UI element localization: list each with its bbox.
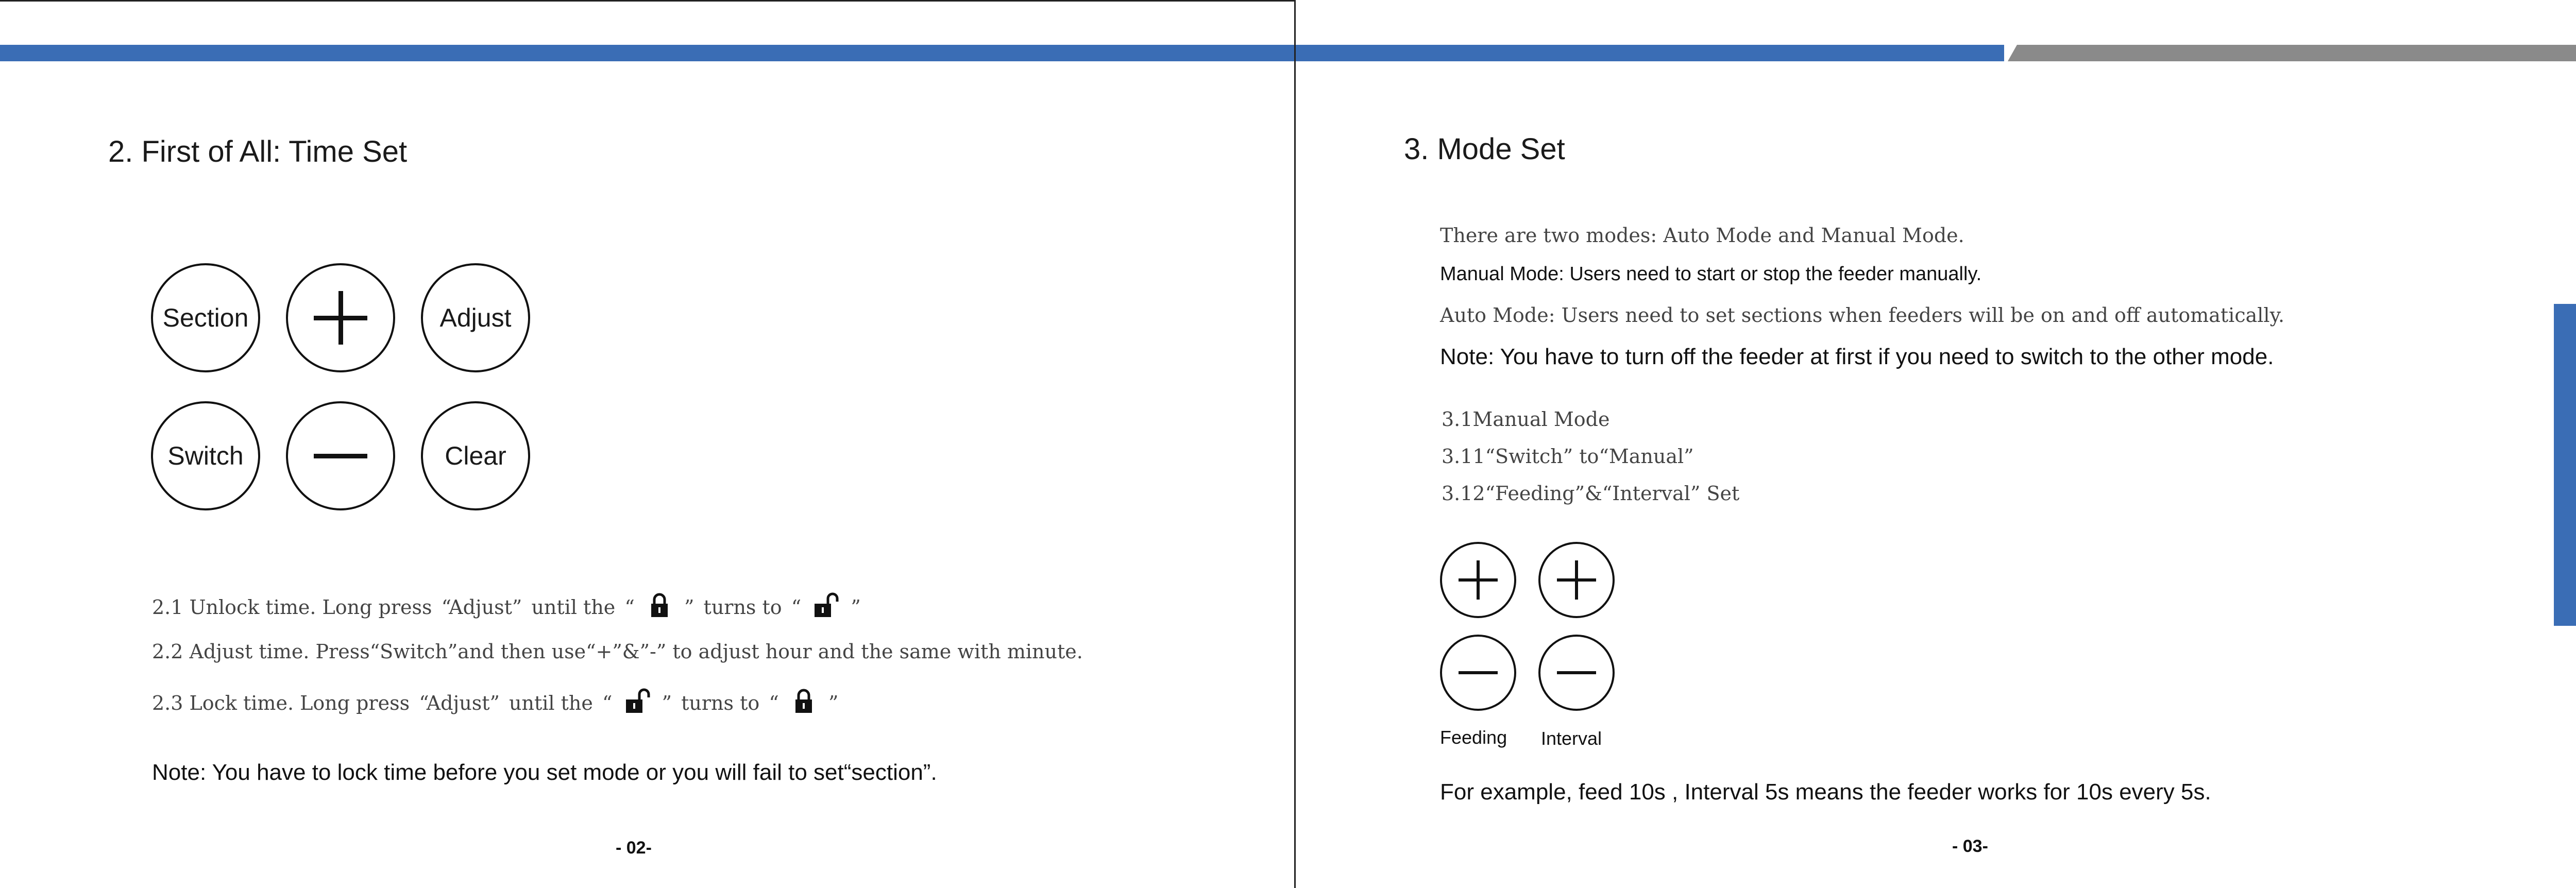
lock-closed-icon	[644, 592, 675, 618]
modes-intro: There are two modes: Auto Mode and Manual Mode.	[1440, 224, 1964, 247]
switch-mode-note: Note: You have to turn off the feeder at first if you need to switch to the other mode.	[1440, 344, 2274, 369]
adjust-button-label: Adjust	[439, 303, 512, 332]
step-lock-text: 2.3 Lock time. Long press	[152, 692, 410, 714]
feeding-plus-button	[1440, 542, 1516, 618]
minus-icon	[1459, 653, 1498, 692]
feeding-interval-step: 3.12“Feeding”&“Interval” Set	[1442, 482, 1740, 505]
plus-icon	[1557, 560, 1596, 600]
close-quote: ”	[851, 596, 861, 619]
lock-note: Note: You have to lock time before you set mode or you will fail to set“section”.	[152, 760, 937, 785]
section-button-label: Section	[162, 303, 249, 332]
lock-closed-icon	[788, 688, 819, 714]
open-quote: “	[624, 596, 635, 619]
switch-to-manual-step: 3.11“Switch” to“Manual”	[1442, 445, 1694, 468]
lock-open-icon	[810, 592, 841, 618]
plus-icon	[314, 291, 367, 345]
section-button	[151, 263, 260, 372]
close-quote: ”	[684, 596, 694, 619]
interval-plus-button	[1538, 542, 1615, 618]
manual-mode-subheading: 3.1Manual Mode	[1442, 408, 1610, 431]
clear-button	[421, 401, 530, 510]
feeding-caption: Feeding	[1440, 727, 1507, 748]
close-quote: ”	[828, 692, 839, 714]
step-unlock-text: 2.1 Unlock time. Long press	[152, 596, 432, 619]
step-lock-turns: turns to	[681, 692, 760, 714]
switch-button	[151, 401, 260, 510]
page-number: - 02-	[616, 838, 652, 858]
auto-mode-desc: Auto Mode: Users need to set sections when feeders will be on and off automatically.	[1440, 304, 2285, 327]
section-heading: 2. First of All: Time Set	[108, 135, 408, 168]
example-note: For example, feed 10s , Interval 5s means the feeder works for 10s every 5s.	[1440, 779, 2211, 805]
switch-button-label: Switch	[167, 441, 244, 470]
manual-mode-desc: Manual Mode: Users need to start or stop the feeder manually.	[1440, 263, 1982, 285]
interval-caption: Interval	[1541, 728, 1602, 749]
page-right	[1296, 0, 2576, 888]
open-quote: “	[602, 692, 613, 714]
section-heading: 3. Mode Set	[1404, 132, 1565, 166]
adjust-button	[421, 263, 530, 372]
open-quote: “	[791, 596, 802, 619]
minus-icon	[314, 429, 367, 483]
step-lock-until: until the	[509, 692, 593, 714]
step-lock-key: “Adjust”	[419, 692, 500, 714]
step-unlock-turns: turns to	[703, 596, 782, 619]
feeding-minus-button	[1440, 635, 1516, 711]
step-unlock-key: “Adjust”	[441, 596, 522, 619]
clear-button-label: Clear	[445, 441, 506, 470]
minus-button	[286, 401, 395, 510]
step-adjust: 2.2 Adjust time. Press“Switch”and then use“+”&”-” to adjust hour and the same with minute.	[152, 640, 1083, 663]
page-number: - 03-	[1952, 836, 1988, 856]
open-quote: “	[769, 692, 779, 714]
plus-button	[286, 263, 395, 372]
step-unlock	[152, 592, 864, 619]
close-quote: ”	[662, 692, 672, 714]
interval-minus-button	[1538, 635, 1615, 711]
step-unlock-until: until the	[531, 596, 616, 619]
minus-icon	[1557, 653, 1596, 692]
lock-open-icon	[622, 688, 653, 714]
step-lock	[152, 688, 841, 714]
plus-icon	[1459, 560, 1498, 600]
